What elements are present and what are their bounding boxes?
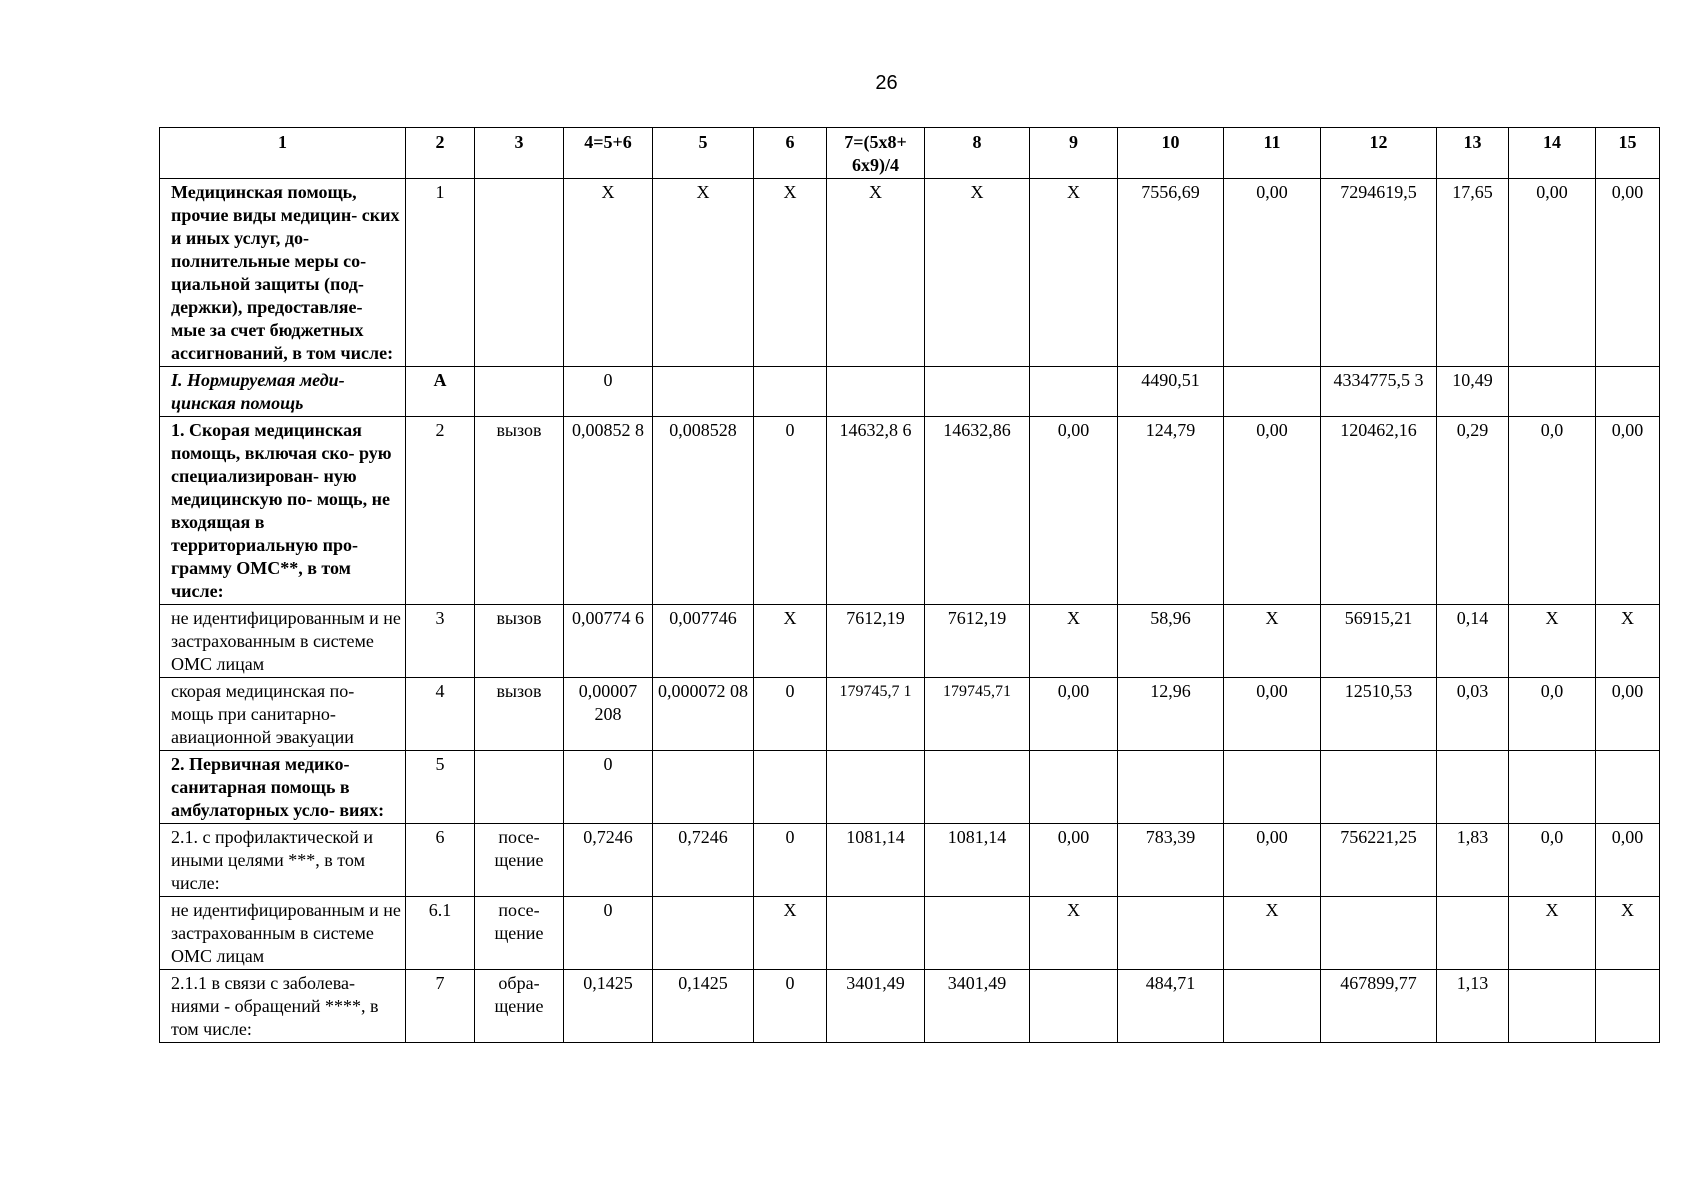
table-cell: 0 — [564, 751, 653, 824]
table-cell — [1437, 897, 1509, 970]
header-cell: 7=(5х8+ 6х9)/4 — [827, 128, 925, 179]
table-cell: 1,83 — [1437, 824, 1509, 897]
table-cell — [925, 897, 1030, 970]
table-cell: 7294619,5 — [1321, 179, 1437, 367]
row-label-cell: 1. Скорая медицинская помощь, включая ско- рую специализирован- ную медицинскую по- мощь, не входящая в территориальную про- грамму ОМС**, в том числе: — [160, 417, 406, 605]
table-cell: 4334775,5 3 — [1321, 367, 1437, 417]
table-cell — [1596, 751, 1660, 824]
data-table — [159, 127, 1660, 1043]
table-cell: 1,13 — [1437, 970, 1509, 1043]
header-cell: 11 — [1224, 128, 1321, 179]
header-cell: 14 — [1509, 128, 1596, 179]
table-cell: 4490,51 — [1118, 367, 1224, 417]
header-cell: 13 — [1437, 128, 1509, 179]
row-label-cell: 2. Первичная медико- санитарная помощь в амбулаторных усло- виях: — [160, 751, 406, 824]
table-cell: 0,29 — [1437, 417, 1509, 605]
table-cell: 0,00 — [1224, 824, 1321, 897]
table-cell — [1224, 751, 1321, 824]
table-cell — [653, 897, 754, 970]
table-cell: обра- щение — [475, 970, 564, 1043]
table-cell: 0,1425 — [564, 970, 653, 1043]
table-cell: 0,00 — [1596, 824, 1660, 897]
table-cell: вызов — [475, 417, 564, 605]
table-cell: 2 — [406, 417, 475, 605]
table-cell: 0,00852 8 — [564, 417, 653, 605]
table-cell: Х — [564, 179, 653, 367]
table-cell: 756221,25 — [1321, 824, 1437, 897]
header-cell: 6 — [754, 128, 827, 179]
table-cell — [475, 179, 564, 367]
table-cell: 12,96 — [1118, 678, 1224, 751]
table-cell: 0,00774 6 — [564, 605, 653, 678]
table-cell — [925, 751, 1030, 824]
row-label-cell: не идентифицированным и не застрахованным в системе ОМС лицам — [160, 605, 406, 678]
table-cell — [1224, 970, 1321, 1043]
table-cell: 467899,77 — [1321, 970, 1437, 1043]
row-label-cell: 2.1. с профилактической и иными целями ***, в том числе: — [160, 824, 406, 897]
table-cell: 7612,19 — [827, 605, 925, 678]
header-cell: 2 — [406, 128, 475, 179]
table-cell: 0,00007 208 — [564, 678, 653, 751]
table-cell: 179745,71 — [925, 678, 1030, 751]
table-cell — [1224, 367, 1321, 417]
table-cell: 0,14 — [1437, 605, 1509, 678]
table-cell: 4 — [406, 678, 475, 751]
table-cell: 0,008528 — [653, 417, 754, 605]
table-cell: 0,00 — [1224, 417, 1321, 605]
table-cell: 0,00 — [1224, 678, 1321, 751]
table-cell: 7556,69 — [1118, 179, 1224, 367]
table-cell: Х — [925, 179, 1030, 367]
table-cell: 10,49 — [1437, 367, 1509, 417]
table-cell — [754, 367, 827, 417]
row-label-cell: Медицинская помощь, прочие виды медицин- ских и иных услуг, до- полнительные меры со- циальной защиты (под- держки), предоставляе- мые за счет бюджетных ассигнований, в том числе: — [160, 179, 406, 367]
table-cell: 0 — [754, 824, 827, 897]
table-cell — [1596, 970, 1660, 1043]
table-cell: 12510,53 — [1321, 678, 1437, 751]
table-cell — [754, 751, 827, 824]
row-label-cell: 2.1.1 в связи с заболева- ниями - обращений ****, в том числе: — [160, 970, 406, 1043]
table-cell: Х — [754, 605, 827, 678]
table-cell — [1321, 897, 1437, 970]
row-label-cell: не идентифицированным и не застрахованным в системе ОМС лицам — [160, 897, 406, 970]
table-cell: 7612,19 — [925, 605, 1030, 678]
table-cell: 58,96 — [1118, 605, 1224, 678]
table-cell — [1509, 367, 1596, 417]
table-cell: 124,79 — [1118, 417, 1224, 605]
table-cell: Х — [1509, 605, 1596, 678]
table-cell: 7 — [406, 970, 475, 1043]
table-cell — [1437, 751, 1509, 824]
table-cell: 0,00 — [1030, 417, 1118, 605]
header-cell: 9 — [1030, 128, 1118, 179]
table-row — [160, 367, 1660, 417]
table-header — [160, 128, 1660, 179]
table-cell — [827, 897, 925, 970]
table-cell: Х — [754, 179, 827, 367]
table-cell: 0,7246 — [564, 824, 653, 897]
table-cell: 0 — [564, 897, 653, 970]
table-cell — [1509, 751, 1596, 824]
table-cell — [653, 367, 754, 417]
row-label-cell: I. Нормируемая меди- цинская помощь — [160, 367, 406, 417]
header-cell: 4=5+6 — [564, 128, 653, 179]
table-cell: 0,00 — [1030, 678, 1118, 751]
table-cell — [925, 367, 1030, 417]
table-row — [160, 417, 1660, 605]
table-cell: 0 — [754, 417, 827, 605]
table-cell: 5 — [406, 751, 475, 824]
header-cell: 5 — [653, 128, 754, 179]
row-label-cell: скорая медицинская по- мощь при санитарно- авиационной эвакуации — [160, 678, 406, 751]
table-cell: 120462,16 — [1321, 417, 1437, 605]
table-cell: 0 — [564, 367, 653, 417]
header-cell: 10 — [1118, 128, 1224, 179]
table-cell: 0 — [754, 970, 827, 1043]
table-cell: Х — [1596, 897, 1660, 970]
table-cell — [827, 751, 925, 824]
table-cell: Х — [1224, 897, 1321, 970]
table-cell: 3 — [406, 605, 475, 678]
table-cell: 0,000072 08 — [653, 678, 754, 751]
table-cell: Х — [653, 179, 754, 367]
table-cell: 0,00 — [1596, 678, 1660, 751]
table-cell: 0,1425 — [653, 970, 754, 1043]
header-cell: 8 — [925, 128, 1030, 179]
table-cell — [1030, 751, 1118, 824]
table-cell: Х — [1030, 179, 1118, 367]
table-cell: 0,0 — [1509, 678, 1596, 751]
table-cell: 3401,49 — [827, 970, 925, 1043]
table-cell: 0,00 — [1030, 824, 1118, 897]
table-cell: 3401,49 — [925, 970, 1030, 1043]
header-row — [160, 128, 1660, 179]
table-cell: 6.1 — [406, 897, 475, 970]
table-row — [160, 751, 1660, 824]
table-cell: Х — [1509, 897, 1596, 970]
table-cell: А — [406, 367, 475, 417]
table-cell: 0 — [754, 678, 827, 751]
table-cell: посе- щение — [475, 897, 564, 970]
table-cell — [827, 367, 925, 417]
table-cell: вызов — [475, 678, 564, 751]
table-cell: Х — [827, 179, 925, 367]
header-cell: 1 — [160, 128, 406, 179]
header-cell: 12 — [1321, 128, 1437, 179]
table-cell — [1321, 751, 1437, 824]
table-cell: 1081,14 — [925, 824, 1030, 897]
table-cell: 1 — [406, 179, 475, 367]
header-cell: 3 — [475, 128, 564, 179]
table-row — [160, 897, 1660, 970]
table-cell: Х — [1030, 605, 1118, 678]
table-cell: Х — [1596, 605, 1660, 678]
table-cell — [653, 751, 754, 824]
table-cell: 6 — [406, 824, 475, 897]
table-cell: 17,65 — [1437, 179, 1509, 367]
table-cell: 1081,14 — [827, 824, 925, 897]
table-cell — [1509, 970, 1596, 1043]
table-row — [160, 605, 1660, 678]
table-cell: 56915,21 — [1321, 605, 1437, 678]
table-cell: 14632,86 — [925, 417, 1030, 605]
table-cell: 0,0 — [1509, 824, 1596, 897]
table-cell: 0,00 — [1509, 179, 1596, 367]
table-cell: посе- щение — [475, 824, 564, 897]
table-cell: вызов — [475, 605, 564, 678]
table-row — [160, 678, 1660, 751]
table-cell — [475, 751, 564, 824]
table-cell: 0,00 — [1596, 417, 1660, 605]
table-cell: Х — [754, 897, 827, 970]
table-cell: 783,39 — [1118, 824, 1224, 897]
table-cell: 0,0 — [1509, 417, 1596, 605]
table-cell: 0,7246 — [653, 824, 754, 897]
table-cell: Х — [1030, 897, 1118, 970]
table-cell: 0,007746 — [653, 605, 754, 678]
table-cell — [1118, 751, 1224, 824]
page-number: 26 — [875, 72, 898, 94]
table-cell — [475, 367, 564, 417]
table-cell: 179745,7 1 — [827, 678, 925, 751]
table-cell: 0,03 — [1437, 678, 1509, 751]
table-cell: Х — [1224, 605, 1321, 678]
table-row — [160, 179, 1660, 367]
table-body — [160, 179, 1660, 1043]
table-cell: 0,00 — [1224, 179, 1321, 367]
header-cell: 15 — [1596, 128, 1660, 179]
table-cell — [1596, 367, 1660, 417]
table-cell — [1118, 897, 1224, 970]
table-cell: 14632,8 6 — [827, 417, 925, 605]
table-row — [160, 824, 1660, 897]
table-cell — [1030, 367, 1118, 417]
table-row — [160, 970, 1660, 1043]
table-cell: 484,71 — [1118, 970, 1224, 1043]
table-cell: 0,00 — [1596, 179, 1660, 367]
table-cell — [1030, 970, 1118, 1043]
